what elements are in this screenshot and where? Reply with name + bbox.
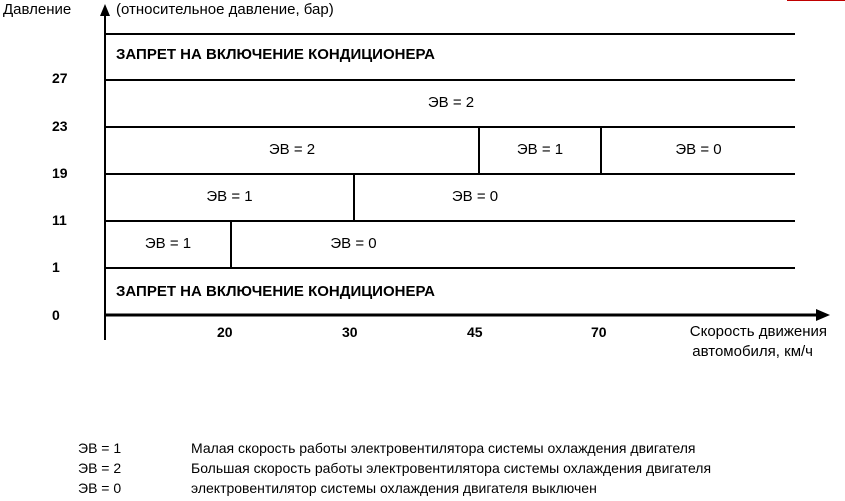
grid-line-23	[105, 126, 795, 128]
grid-line-top	[105, 33, 795, 35]
x-axis	[105, 308, 830, 324]
cell-23-27-full: ЭВ = 2	[427, 94, 475, 111]
y-axis-arrow-icon	[100, 4, 110, 16]
y-axis	[98, 4, 112, 340]
x-axis-arrow-icon	[816, 309, 830, 321]
x-tick-45: 45	[467, 324, 483, 340]
cell-19-23-speed-45-70: ЭВ = 1	[516, 141, 564, 158]
y-axis-label: Давление	[3, 1, 72, 18]
top-right-red-mark	[787, 0, 845, 1]
cell-11-19-speed-0-30: ЭВ = 1	[206, 188, 253, 205]
x-axis-label-line1: Скорость движения	[689, 323, 827, 340]
legend-text-1: Малая скорость работы электровентилятора системы охлаждения двигателя	[191, 440, 696, 456]
legend-code-0: ЭВ = 0	[78, 480, 122, 496]
x-tick-30: 30	[342, 324, 358, 340]
grid-line-27	[105, 79, 795, 81]
grid-line-1	[105, 267, 795, 269]
grid-line-19	[105, 173, 795, 175]
y-tick-23: 23	[52, 118, 68, 134]
y-tick-0: 0	[52, 307, 60, 323]
banner-bottom: ЗАПРЕТ НА ВКЛЮЧЕНИЕ КОНДИЦИОНЕРА	[116, 283, 435, 300]
y-tick-1: 1	[52, 259, 60, 275]
y-axis-sublabel: (относительное давление, бар)	[116, 1, 334, 18]
x-tick-20: 20	[217, 324, 233, 340]
x-axis-label-line2: автомобиля, км/ч	[692, 343, 813, 360]
banner-top: ЗАПРЕТ НА ВКЛЮЧЕНИЕ КОНДИЦИОНЕРА	[116, 46, 435, 63]
legend-code-2: ЭВ = 2	[78, 460, 122, 476]
legend-text-2: Большая скорость работы электровентилятора системы охлаждения двигателя	[191, 460, 712, 476]
cell-11-19-speed-30-plus: ЭВ = 0	[451, 188, 499, 205]
cell-19-23-speed-0-45: ЭВ = 2	[268, 141, 316, 158]
x-tick-70: 70	[591, 324, 607, 340]
y-tick-11: 11	[52, 212, 67, 228]
cell-1-11-speed-0-20: ЭВ = 1	[144, 235, 192, 252]
legend-code-1: ЭВ = 1	[78, 440, 122, 456]
legend-text-0: электровентилятор системы охлаждения двигателя выключен	[191, 480, 597, 496]
cell-1-11-speed-20-plus: ЭВ = 0	[330, 235, 377, 252]
y-tick-19: 19	[52, 165, 68, 181]
cell-19-23-speed-70-plus: ЭВ = 0	[675, 141, 722, 158]
y-tick-27: 27	[52, 70, 68, 86]
grid-line-11	[105, 220, 795, 222]
